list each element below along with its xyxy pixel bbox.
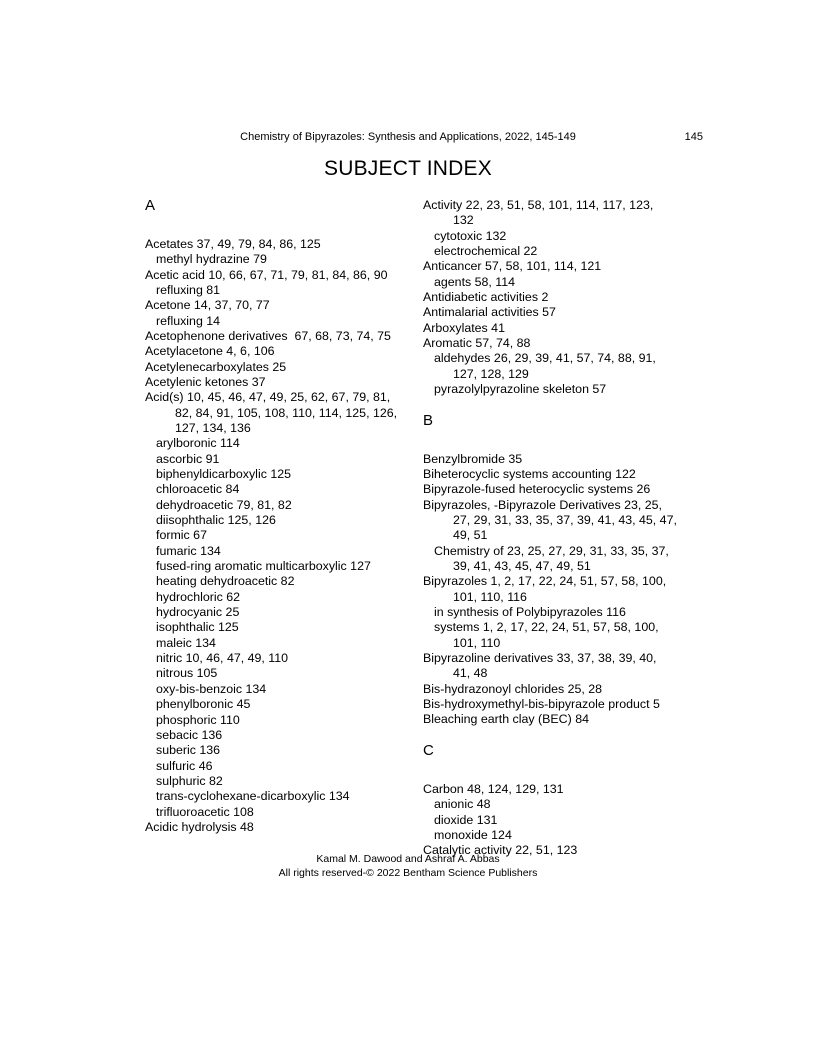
- index-entry: arylboronic 114: [156, 436, 240, 451]
- index-left-column: [145, 198, 423, 859]
- index-entry: 127, 134, 136: [175, 420, 251, 435]
- index-entry: dehydroacetic 79, 81, 82: [156, 497, 292, 512]
- index-entry: fused-ring aromatic multicarboxylic 127: [156, 559, 371, 574]
- index-entry: isophthalic 125: [156, 620, 239, 635]
- index-entry: Acidic hydrolysis 48: [145, 819, 254, 834]
- index-entry: 82, 84, 91, 105, 108, 110, 114, 125, 126,: [175, 405, 398, 420]
- index-entry: 132: [453, 213, 474, 228]
- footer-rights: All rights reserved-© 2022 Bentham Science Publishers: [278, 867, 538, 879]
- index-entry: hydrocyanic 25: [156, 605, 240, 620]
- index-entry: Antimalarial activities 57: [423, 305, 556, 320]
- index-entry: methyl hydrazine 79: [156, 252, 267, 267]
- index-entry: 41, 48: [453, 666, 488, 681]
- index-entry: trifluoroacetic 108: [156, 804, 254, 819]
- index-entry: ascorbic 91: [156, 451, 220, 466]
- page-title: SUBJECT INDEX: [324, 157, 492, 180]
- index-entry: Bipyrazoles, -Bipyrazole Derivatives 23, 25,: [423, 497, 662, 512]
- section-header-a: A: [145, 197, 156, 214]
- index-entry: diisophthalic 125, 126: [156, 513, 276, 528]
- index-entry: anionic 48: [434, 797, 491, 812]
- index-entry: Arboxylates 41: [423, 320, 505, 335]
- index-entry: refluxing 81: [156, 282, 221, 297]
- index-entry: Activity 22, 23, 51, 58, 101, 114, 117, 123,: [423, 198, 654, 212]
- index-entry: Biheterocyclic systems accounting 122: [423, 466, 636, 481]
- index-entry: fumaric 134: [156, 543, 221, 558]
- index-entry: hydrochloric 62: [156, 589, 241, 604]
- index-entry: Anticancer 57, 58, 101, 114, 121: [423, 259, 602, 274]
- index-entry: biphenyldicarboxylic 125: [156, 467, 292, 481]
- index-entry: Acetylenic ketones 37: [145, 374, 266, 389]
- index-entry: nitrous 105: [156, 666, 218, 681]
- index-entry: nitric 10, 46, 47, 49, 110: [156, 651, 289, 666]
- index-entry: Chemistry of 23, 25, 27, 29, 31, 33, 35, 37,: [434, 543, 669, 558]
- index-entry: cytotoxic 132: [434, 228, 507, 243]
- index-entry: formic 67: [156, 528, 207, 543]
- index-entry: oxy-bis-benzoic 134: [156, 681, 267, 696]
- index-entry: 27, 29, 31, 33, 35, 37, 39, 41, 43, 45, 47,: [453, 512, 677, 527]
- index-entry: Acid(s) 10, 45, 46, 47, 49, 25, 62, 67, 79, 81,: [145, 390, 391, 405]
- index-entry: Bleaching earth clay (BEC) 84: [423, 712, 589, 727]
- index-entry: Benzylbromide 35: [423, 451, 523, 466]
- index-entry: agents 58, 114: [434, 274, 516, 289]
- index-entry: systems 1, 2, 17, 22, 24, 51, 57, 58, 100,: [434, 620, 659, 635]
- index-entry: monoxide 124: [434, 827, 512, 842]
- index-right-column: [423, 198, 707, 859]
- index-entry: maleic 134: [156, 635, 216, 650]
- index-entry: 101, 110: [453, 635, 501, 650]
- index-entry: electrochemical 22: [434, 244, 538, 259]
- index-entry: sulfuric 46: [156, 758, 213, 773]
- page-header: [0, 131, 816, 146]
- index-entry: Aromatic 57, 74, 88: [423, 336, 531, 351]
- index-entry: Catalytic activity 22, 51, 123: [423, 843, 578, 858]
- index-body: [145, 198, 707, 859]
- index-entry: aldehydes 26, 29, 39, 41, 57, 74, 88, 91,: [434, 351, 656, 366]
- page-footer: [0, 852, 816, 880]
- index-entry: sebacic 136: [156, 727, 223, 742]
- index-entry: dioxide 131: [434, 812, 498, 827]
- index-entry: Acetone 14, 37, 70, 77: [145, 298, 270, 313]
- index-entry: 49, 51: [453, 528, 488, 543]
- index-entry: 127, 128, 129: [453, 366, 529, 381]
- index-entry: Bipyrazoline derivatives 33, 37, 38, 39, 40,: [423, 651, 657, 666]
- index-entry: Bipyrazoles 1, 2, 17, 22, 24, 51, 57, 58, 100,: [423, 574, 667, 589]
- index-entry: Acetic acid 10, 66, 67, 71, 79, 81, 84, 86, 90: [145, 267, 388, 282]
- index-entry: trans-cyclohexane-dicarboxylic 134: [156, 789, 350, 804]
- footer-authors: Kamal M. Dawood and Ashraf A. Abbas: [316, 853, 500, 865]
- index-entry: Acetophenone derivatives 67, 68, 73, 74, 75: [145, 328, 391, 343]
- index-entry: phenylboronic 45: [156, 697, 251, 712]
- index-entry: Bipyrazole-fused heterocyclic systems 26: [423, 482, 651, 497]
- running-title: Chemistry of Bipyrazoles: Synthesis and Applications, 2022, 145-149: [240, 131, 576, 143]
- index-entry: Bis-hydrazonoyl chlorides 25, 28: [423, 681, 603, 696]
- index-entry: Carbon 48, 124, 129, 131: [423, 781, 564, 796]
- index-entry: heating dehydroacetic 82: [156, 574, 295, 589]
- index-entry: suberic 136: [156, 743, 221, 758]
- index-entry: Acetylacetone 4, 6, 106: [145, 344, 275, 359]
- index-entry: pyrazolylpyrazoline skeleton 57: [434, 382, 607, 397]
- section-header-b: B: [423, 411, 434, 429]
- section-header-c: C: [423, 742, 434, 760]
- index-entry: 101, 110, 116: [453, 589, 527, 604]
- index-entry: 39, 41, 43, 45, 47, 49, 51: [453, 559, 591, 574]
- index-entry: Bis-hydroxymethyl-bis-bipyrazole product 5: [423, 697, 660, 712]
- index-entry: Antidiabetic activities 2: [423, 290, 549, 305]
- index-entry: in synthesis of Polybipyrazoles 116: [434, 605, 626, 620]
- index-entry: Acetylenecarboxylates 25: [145, 359, 287, 374]
- index-entry: phosphoric 110: [156, 712, 240, 727]
- page-number: 145: [684, 131, 703, 143]
- index-entry: Acetates 37, 49, 79, 84, 86, 125: [145, 236, 321, 251]
- index-entry: refluxing 14: [156, 313, 221, 328]
- index-entry: chloroacetic 84: [156, 482, 240, 497]
- index-entry: sulphuric 82: [156, 773, 223, 788]
